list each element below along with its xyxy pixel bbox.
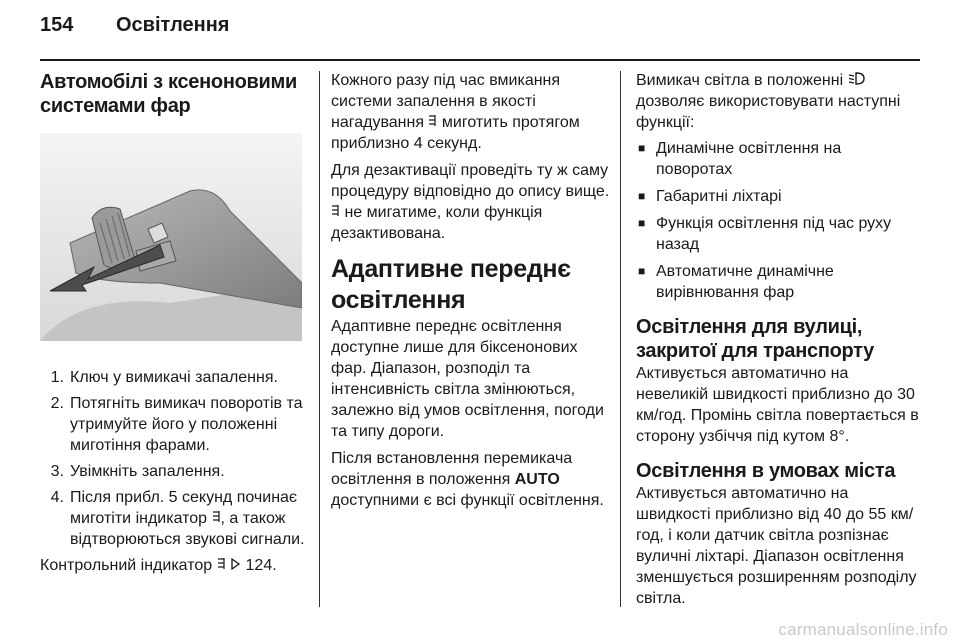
steps-list (40, 367, 308, 550)
square-bullet: ■ (638, 264, 646, 278)
column-2 (331, 70, 613, 511)
square-bullet: ■ (638, 141, 646, 155)
column-divider-1 (319, 71, 320, 607)
city-heading: Освітлення в умовах міста (636, 460, 896, 482)
indicator-reference: Контрольний індикатор 124. (40, 557, 277, 574)
adaptive-light-icon (331, 204, 340, 217)
page-header (40, 14, 229, 37)
square-bullet: ■ (638, 189, 646, 203)
column-divider-2 (620, 71, 621, 607)
deactivation-paragraph: Для дезактивації проведіть ту ж саму процедуру відповідно до опису вище. не мигатиме, коли функція дезактивована. (331, 162, 610, 242)
functions-list (636, 138, 920, 303)
watermark: carmanualsonline.info (778, 620, 948, 639)
auto-label: AUTO (514, 471, 560, 488)
list-item: ■ Динамічне освітлення на поворотах (638, 140, 842, 178)
auto-paragraph: Після встановлення перемикача освітлення в положення AUTO доступними є всі функції освітлення. (331, 450, 604, 509)
closed-street-text: Активується автоматично на невеликій швидкості приблизно до 30 км/год. Промінь світла повертається в сторону узбіччя під кутом 8°. (636, 365, 919, 445)
adaptive-light-icon (217, 557, 226, 570)
functions-intro: Вимикач світла в положенні дозволяє використовувати наступні функції: (636, 72, 901, 131)
list-item: ■ Габаритні ліхтарі (638, 188, 782, 205)
section-title: Освітлення (116, 14, 230, 36)
step-item: 4. Після прибл. 5 секунд починає миготіти індикатор , а також відтворюються звукові сигнали. (50, 489, 305, 548)
step-item: 3. Увімкніть запалення. (50, 463, 225, 480)
list-item: ■ Функція освітлення під час руху назад (638, 215, 892, 253)
afl-description: Адаптивне переднє освітлення доступне лише для біксенонових фар. Діапазон, розподіл та інтенсивність світла змінюються, залежно від умов освітлення, погоди та типу дороги. (331, 318, 604, 440)
reminder-paragraph: Кожного разу під час вмикання системи запалення в якості нагадування миготить протягом приблизно 4 секунд. (331, 72, 580, 152)
afl-heading: Адаптивне переднє освітлення (331, 255, 571, 314)
header-rule (40, 59, 920, 61)
list-item: ■ Автоматичне динамічне вирівнювання фар (638, 263, 834, 301)
column-1 (40, 70, 308, 576)
square-bullet: ■ (638, 216, 646, 230)
adaptive-light-icon (212, 510, 221, 523)
page-number: 154 (40, 14, 74, 36)
step-item: 1. Ключ у вимикачі запалення. (50, 369, 278, 386)
column-3 (636, 70, 920, 609)
xenon-heading: Автомобілі з ксеноновими системами фар (40, 71, 297, 117)
light-switch-figure (40, 133, 302, 341)
low-beam-icon (848, 72, 865, 85)
page-ref-icon[interactable] (230, 558, 241, 570)
step-item: 2. Потягніть вимикач поворотів та утримуйте його у положенні миготіння фарами. (50, 395, 303, 454)
closed-street-heading: Освітлення для вулиці, закритої для транспорту (636, 316, 874, 362)
city-text: Активується автоматично на швидкості приблизно від 40 до 55 км/год, і коли датчик світла розпізнає вуличні ліхтарі. Діапазон освітлення зменшується розширенням розподілу світла. (636, 485, 917, 607)
